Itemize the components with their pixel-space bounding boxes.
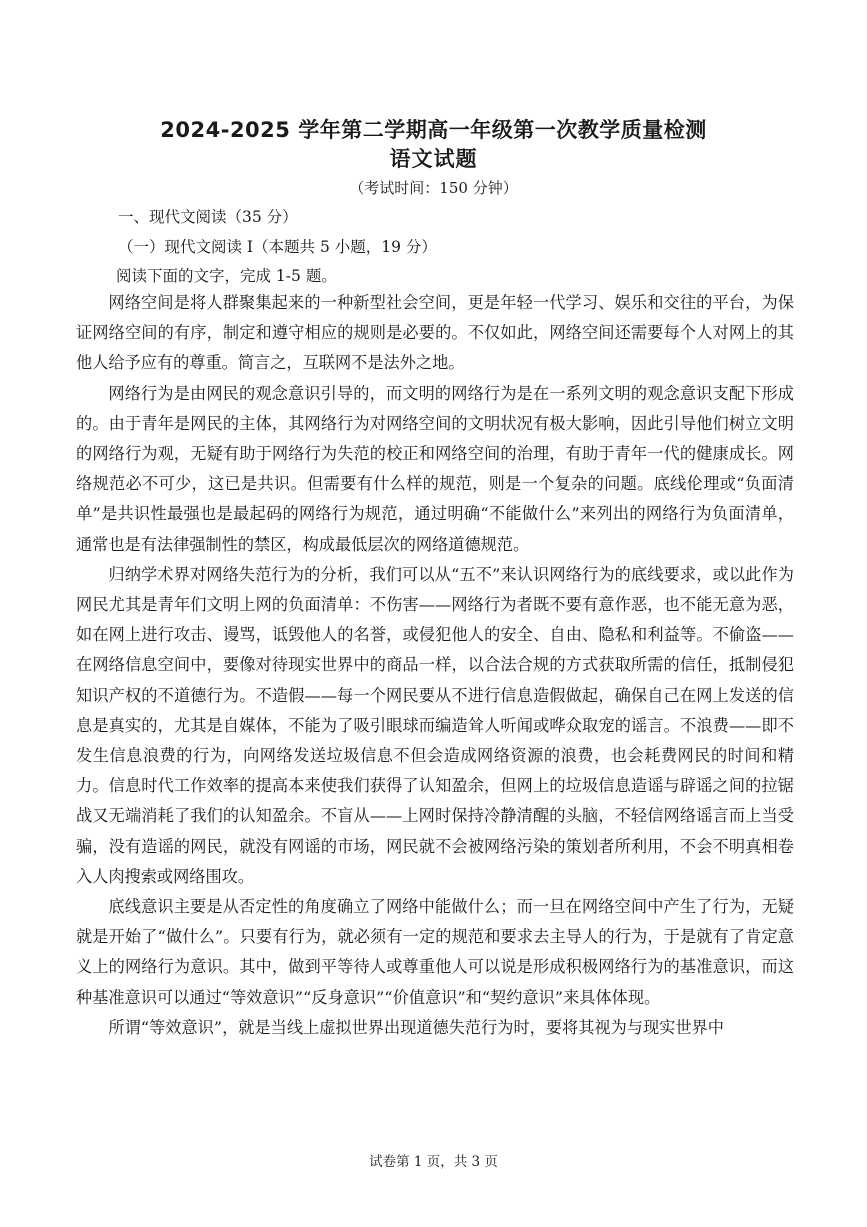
- passage-paragraph: 所谓“等效意识”，就是当线上虚拟世界出现道德失范行为时，要将其视为与现实世界中: [108, 1017, 724, 1037]
- section-heading: 一、现代文阅读（35 分）: [118, 208, 298, 226]
- passage-paragraph: 归纳学术界对网络失范行为的分析，我们可以从“五不”来认识网络行为的底线要求，或以此作为网民尤其是青年们文明上网的负面清单：不伤害——网络行为者既不要有意作恶，也不能无意为恶，如在网上进行攻击、谩骂，诋毁他人的名誉，或侵犯他人的安全、自由、隐私和利益等。不偷盗——在网络信息空间中，要像对待现实世界中的商品一样，以合法合规的方式获取所需的信任，抵制侵犯知识产权的不道德行为。不造假——每一个网民要从不进行信息造假做起，确保自己在网上发送的信息是真实的，尤其是自媒体，不能为了吸引眼球而编造耸人听闻或哗众取宠的谣言。不浪费——即不发生信息浪费的行为，向网络发送垃圾信息不但会造成网络资源的浪费，也会耗费网民的时间和精力。信息时代工作效率的提高本来使我们获得了认知盈余，但网上的垃圾信息造谣与辟谣之间的拉锯战又无端消耗了我们的认知盈余。不盲从——上网时保持冷静清醒的头脑，不轻信网络谣言而上当受骗，没有造谣的网民，就没有网谣的市场，网民就不会被网络污染的策划者所利用，不会不明真相卷入人肉搜索或网络围攻。: [76, 564, 794, 886]
- passage-paragraph: 网络行为是由网民的观念意识引导的，而文明的网络行为是在一系列文明的观念意识支配下形成的。由于青年是网民的主体，其网络行为对网络空间的文明状况有极大影响，因此引导他们树立文明的网络行为观，无疑有助于网络行为失范的校正和网络空间的治理，有助于青年一代的健康成长。网络规范必不可少，这已是共识。但需要有什么样的规范，则是一个复杂的问题。底线伦理或“负面清单”是共识性最强也是最起码的网络行为规范，通过明确“不能做什么”来列出的网络行为负面清单，通常也是有法律强制性的禁区，构成最低层次的网络道德规范。: [76, 383, 794, 554]
- exam-subject: 语文试题: [389, 147, 478, 171]
- subsection-heading: （一）现代文阅读 I（本题共 5 小题，19 分）: [118, 238, 437, 256]
- reading-instruction: 阅读下面的文字，完成 1-5 题。: [116, 267, 337, 285]
- exam-time: （考试时间：150 分钟）: [349, 179, 518, 197]
- reading-passage: [76, 288, 794, 1043]
- passage-paragraph: 底线意识主要是从否定性的角度确立了网络中能做什么；而一旦在网络空间中产生了行为，无疑就是开始了“做什么”。只要有行为，就必须有一定的规范和要求去主导人的行为，于是就有了肯定意义上的网络行为意识。其中，做到平等待人或尊重他人可以说是形成积极网络行为的基准意识，而这种基准意识可以通过“等效意识”“反身意识”“价值意识”和“契约意识”来具体体现。: [76, 897, 794, 1007]
- passage-paragraph: 网络空间是将人群聚集起来的一种新型社会空间，更是年轻一代学习、娱乐和交往的平台，为保证网络空间的有序，制定和遵守相应的规则是必要的。不仅如此，网络空间还需要每个人对网上的其他人给予应有的尊重。简言之，互联网不是法外之地。: [76, 293, 794, 373]
- exam-title: 2024-2025 学年第二学期高一年级第一次教学质量检测: [160, 118, 707, 142]
- page-footer: 试卷第 1 页，共 3 页: [369, 1154, 498, 1170]
